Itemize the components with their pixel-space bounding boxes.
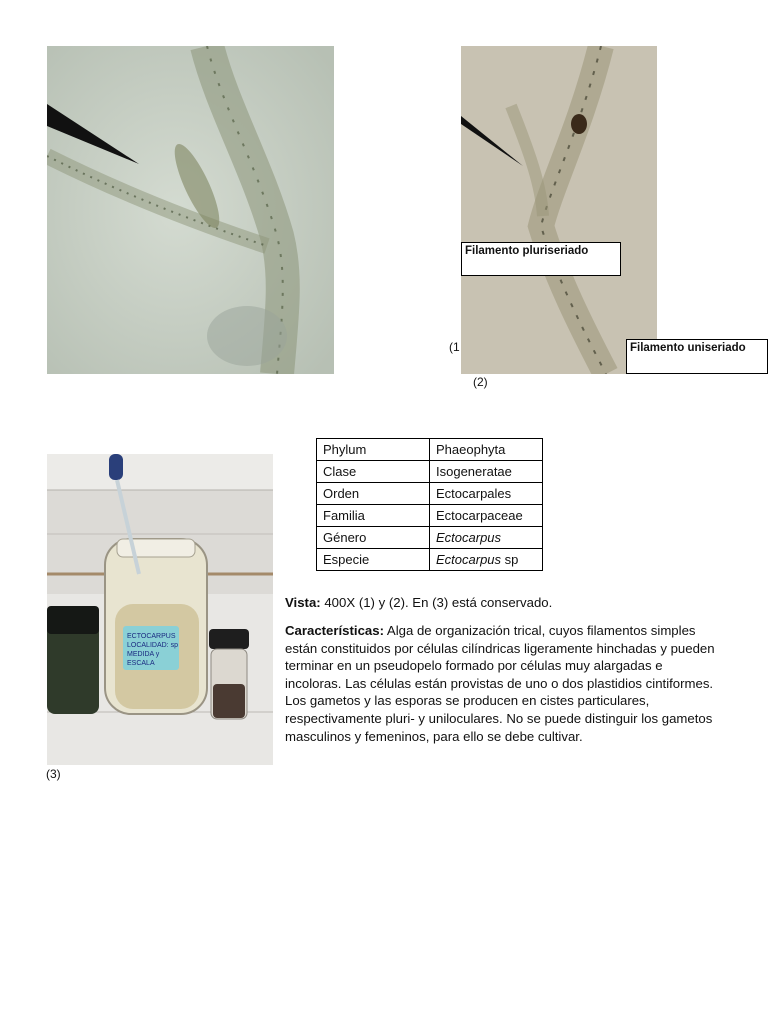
taxon-rank: Clase: [317, 461, 430, 483]
micrograph-1-drawing: [47, 46, 334, 374]
caracteristicas-paragraph: [285, 622, 721, 745]
taxon-value: Phaeophyta: [430, 439, 543, 461]
taxon-value: Ectocarpaceae: [430, 505, 543, 527]
callout-pluriseriado: Filamento pluriseriado: [461, 242, 621, 276]
specimen-jar-drawing: [47, 454, 273, 765]
jar-label-line: ECTOCARPUS: [127, 633, 176, 640]
vista-paragraph: [285, 594, 725, 612]
taxonomy-table: [316, 438, 543, 571]
vista-label: Vista:: [285, 595, 321, 610]
micrograph-1: [47, 46, 334, 374]
figure-1-label: (1: [449, 340, 460, 354]
vista-text: 400X (1) y (2). En (3) está conservado.: [320, 595, 553, 610]
table-row: [317, 461, 543, 483]
taxon-rank: Phylum: [317, 439, 430, 461]
jar-label-line: ESCALA: [127, 660, 155, 667]
callout-uniseriado: Filamento uniseriado: [626, 339, 768, 374]
table-row: [317, 439, 543, 461]
table-row: [317, 527, 543, 549]
jar-label-line: MEDIDA y: [127, 651, 160, 658]
species-suffix: sp: [501, 551, 519, 567]
taxon-value: Ectocarpales: [430, 483, 543, 505]
table-row: [317, 549, 543, 571]
taxon-value: [430, 527, 543, 549]
genus-name: Ectocarpus: [436, 529, 502, 545]
micrograph-2: [461, 46, 657, 374]
genus-name: Ectocarpus: [436, 551, 502, 567]
taxon-rank: Especie: [317, 549, 430, 571]
taxon-value: [430, 549, 543, 571]
taxon-value: Isogeneratae: [430, 461, 543, 483]
taxon-rank: Familia: [317, 505, 430, 527]
specimen-jar-photo: [47, 454, 273, 765]
caracteristicas-text: Alga de organización trical, cuyos filamentos simples están constituidos por células cilíndricas ligeramente hinchadas y pueden terminar en un pseudopelo formado por células muy alargadas e incoloras. Las células están provistas de uno o dos plastidios cintiformes. Los gametos y las esporas se producen en cistes particulares, respectivamente pluri- y uniloculares. No se puede distinguir los gametos masculinos y femeninos, para ello se debe cultivar.: [285, 623, 715, 744]
taxon-rank: Orden: [317, 483, 430, 505]
caracteristicas-label: Características:: [285, 623, 384, 638]
figure-2-label: (2): [473, 375, 488, 389]
table-row: [317, 505, 543, 527]
figure-3-label: (3): [46, 767, 61, 781]
jar-label-line: LOCALIDAD: sp: [127, 642, 178, 649]
micrograph-2-drawing: [461, 46, 657, 374]
table-row: [317, 483, 543, 505]
taxon-rank: Género: [317, 527, 430, 549]
